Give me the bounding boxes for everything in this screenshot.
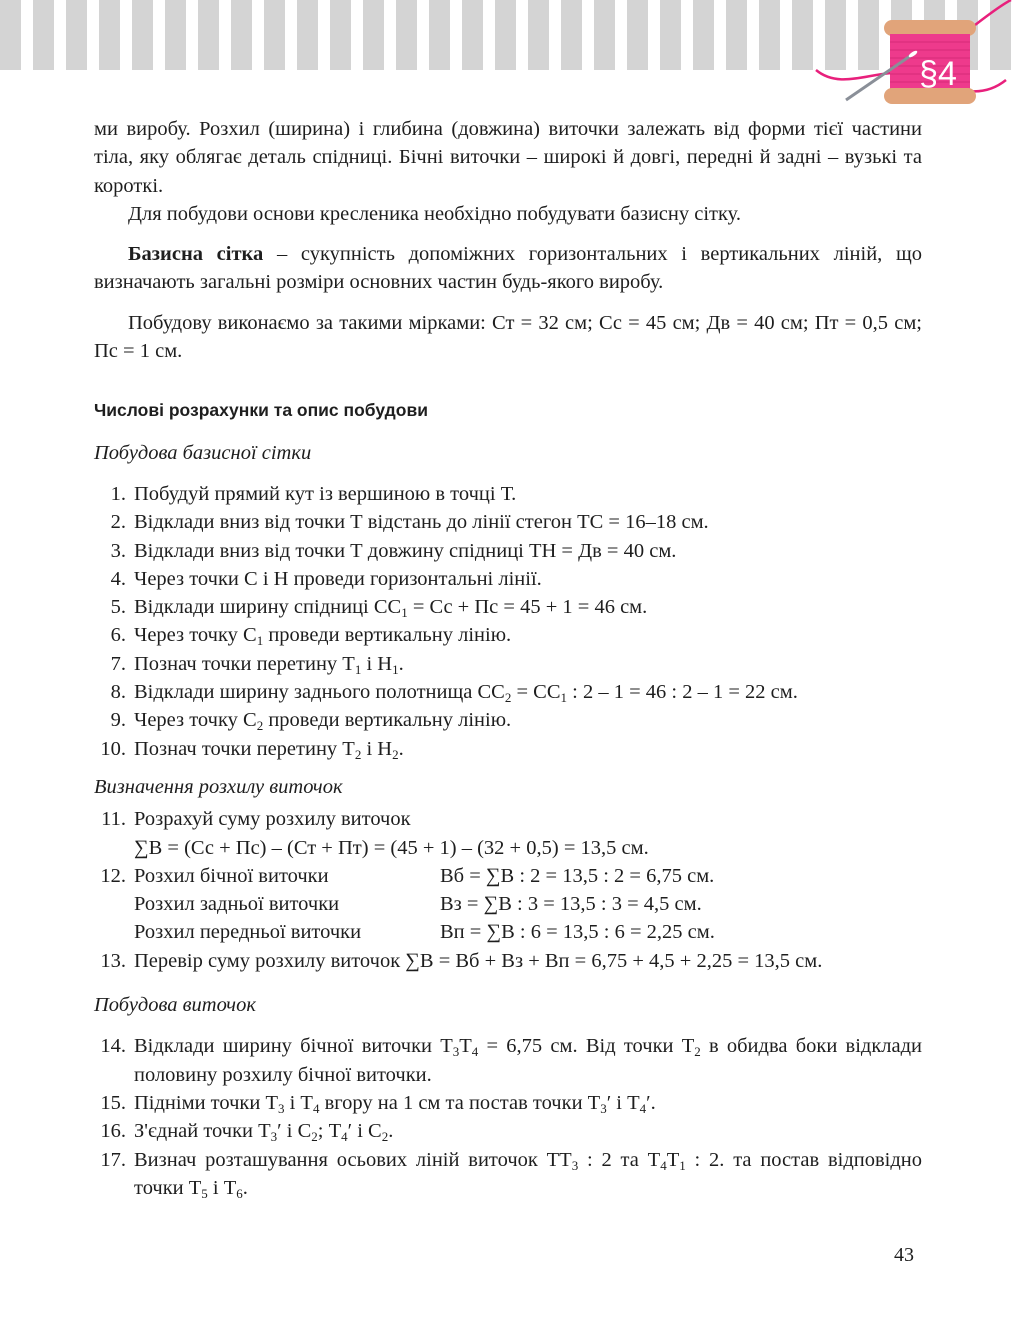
list-item: 3. Відклади вниз від точки Т довжину спідниці ТН = Дв = 40 см. (110, 539, 677, 562)
page-content (94, 115, 922, 1202)
definition-text: – сукупність допоміжних горизонтальних і вертикальних ліній, що визначають загальні розміри основних частин будь-якого виробу. (94, 243, 922, 294)
page-number: 43 (894, 1244, 914, 1266)
calc-row: Розхил бічної виточки Вб = ∑В : 2 = 13,5 : 2 = 6,75 см. (134, 864, 715, 887)
list-item: 4. Через точки С і Н проведи горизонтальні лінії. (110, 567, 542, 590)
list-item: 10. Познач точки перетину $Т_2$ і $Н_2$. (100, 737, 404, 762)
definition-term: Базисна сітка (128, 243, 264, 266)
subheading-grid: Побудова базисної сітки (94, 441, 312, 464)
list-item: 11. Розрахуй суму розхилу виточок ∑В = (Сс + Пс) – (Ст + Пт) = (45 + 1) – (32 + 0,5) = 13,5 см. (101, 808, 649, 859)
subheading-darts: Побудова виточок (94, 994, 256, 1017)
list-item: 5. Відклади ширину спідниці $СС_1$ = Сс + Пс = 45 + 1 = 46 см. (110, 596, 648, 621)
list-item: 2. Відклади вниз від точки Т відстань до лінії стегон ТС = 16–18 см. (110, 511, 709, 534)
list-item: 16. З'єднай точки $Т_3'$ і $С_2$; $Т_4'$ і $С_2$. (100, 1120, 394, 1145)
list-item: 13. Перевір суму розхилу виточок ∑В = Вб + Вз + Вп = 6,75 + 4,5 + 2,25 = 13,5 см. (100, 949, 823, 972)
section-heading: Числові розрахунки та опис побудови (94, 400, 428, 421)
list-item: 8. Відклади ширину заднього полотнища $СС_2 = СС_1$ : 2 – 1 = 46 : 2 – 1 = 22 см. (110, 681, 798, 706)
measurements-paragraph: Побудову виконаємо за такими мірками: Ст = 32 см; Сс = 45 см; Дв = 40 см; Пт = 0,5 см; Пс = 1 см. (94, 311, 922, 363)
definition-paragraph (94, 240, 922, 297)
list-item: 6. Через точку $С_1$ проведи вертикальну лінію. (110, 624, 512, 649)
list-item: 15. Підніми точки $Т_3$ і $Т_4$ вгору на 1 см та постав точки $Т_3'$ і $Т_4'$. (100, 1091, 656, 1116)
list-item: 17. Визнач розташування осьових ліній виточок $ТТ_3$ : 2 та $Т_4Т_1$ : 2. та постав відповідно точки $Т_5$ і $Т_6$. (100, 1148, 922, 1201)
steps-grid (94, 480, 922, 763)
calc-row: Розхил передньої виточки Вп = ∑В : 6 = 13,5 : 6 = 2,25 см. (134, 921, 715, 944)
intro-paragraph: ми виробу. Розхил (ширина) і глибина (довжина) виточки залежать від форми тієї частини тіла, яку облягає деталь спідниці. Бічні виточки – широкі й довгі, передні й задні – вузькі та короткі. (94, 118, 922, 197)
steps-darts-width (94, 805, 922, 975)
steps-darts (94, 1032, 922, 1202)
list-item: 1. Побудуй прямий кут із вершиною в точці Т. (110, 482, 517, 505)
list-item: 14. Відклади ширину бічної виточки $Т_3Т_4 = 6,75$ см. Від точки $Т_2$ в обидва боки відклади половину розхилу бічної виточки. (100, 1035, 923, 1086)
subheading-darts-width: Визначення розхилу виточок (94, 775, 343, 798)
list-item: 7. Познач точки перетину $Т_1$ і $Н_1$. (110, 652, 404, 677)
list-item: 9. Через точку $С_2$ проведи вертикальну лінію. (110, 709, 512, 734)
intro-paragraph: Для побудови основи кресленика необхідно побудувати базисну сітку. (128, 202, 741, 225)
list-item: 12. Розхил бічної виточки Вб = ∑В : 2 = 13,5 : 2 = 6,75 см. Розхил задньої виточки Вз = ∑В : 3 = 13,5 : 3 = 4,5 см. Розхил передньої виточки Вп = ∑В : 6 = 13,5 : 6 = 2,25 см. (94, 862, 922, 947)
section-label: §4 (919, 55, 957, 93)
calc-row: Розхил задньої виточки Вз = ∑В : 3 = 13,5 : 3 = 4,5 см. (134, 893, 702, 916)
